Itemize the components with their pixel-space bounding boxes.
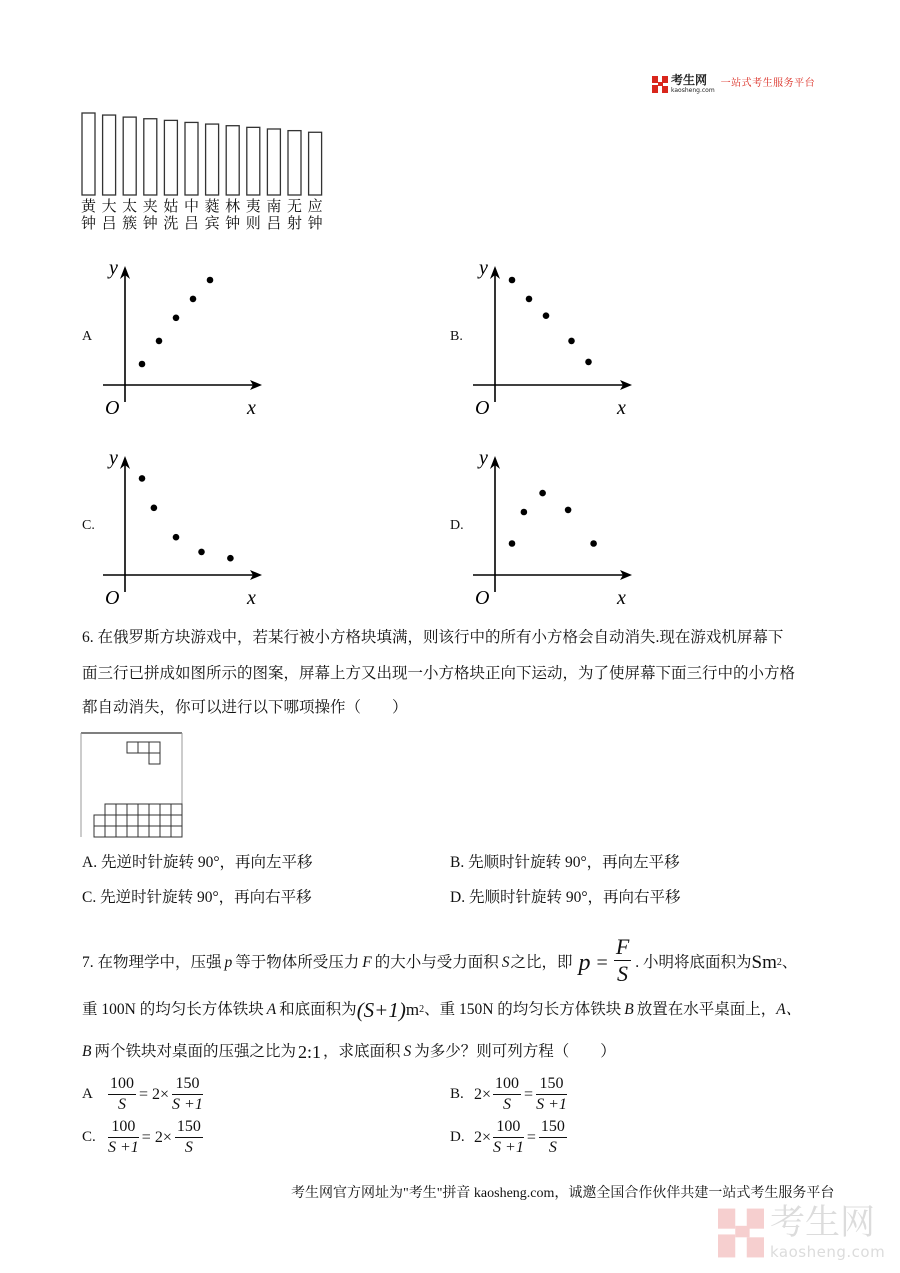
denominator: S +1 xyxy=(172,1096,203,1113)
pitch-bar xyxy=(103,115,116,195)
x-axis-label: x xyxy=(247,397,256,419)
q7-fraction-1 xyxy=(108,1074,136,1115)
filled-cell xyxy=(149,826,160,837)
filled-cell xyxy=(105,826,116,837)
data-point xyxy=(568,338,575,345)
pitch-label-bottom: 洗 xyxy=(163,214,179,232)
header-slogan: 一站式考生服务平台 xyxy=(720,78,816,89)
pitch-label-top: 太 xyxy=(122,197,138,215)
origin-label: O xyxy=(105,587,120,609)
q7-text: . 小明将底面积为 xyxy=(635,953,752,971)
q7-var-S: S xyxy=(501,953,510,971)
q5-option-d-label[interactable]: D. xyxy=(450,518,464,533)
q7-var-F: F xyxy=(362,953,372,971)
data-point xyxy=(526,296,533,303)
q7-option-middle: = 2× xyxy=(139,1085,170,1103)
origin-label: O xyxy=(475,587,490,609)
numerator: 150 xyxy=(536,1074,567,1095)
q6-stem-line3: 都自动消失，你可以进行以下哪项操作（ ） xyxy=(82,699,408,716)
watermark-logo xyxy=(718,1203,894,1265)
data-point xyxy=(139,361,146,368)
filled-cell xyxy=(138,815,149,826)
q7-fraction-1 xyxy=(493,1117,524,1158)
pitch-label-bottom: 钟 xyxy=(80,214,96,232)
falling-piece-cell xyxy=(149,742,160,753)
falling-piece-cell xyxy=(127,742,138,753)
pitch-label-top: 大 xyxy=(101,197,117,215)
q5-option-b-label[interactable]: B. xyxy=(450,329,463,344)
watermark-cn: 考生网 xyxy=(770,1203,876,1243)
data-point xyxy=(198,549,205,556)
watermark-en: kaosheng.com xyxy=(770,1243,886,1261)
q5-option-b-plot[interactable] xyxy=(470,252,660,422)
q7-fraction-2 xyxy=(175,1117,203,1158)
filled-cell xyxy=(160,804,171,815)
denominator: S xyxy=(503,1096,512,1113)
logo-domain: kaosheng.com xyxy=(671,87,715,94)
kaosheng-logo-icon xyxy=(652,76,668,93)
data-point xyxy=(509,540,516,547)
q5-option-a-label[interactable]: A xyxy=(82,329,93,344)
data-point xyxy=(543,312,550,319)
filled-cell xyxy=(94,826,105,837)
pitch-bar xyxy=(206,124,219,195)
filled-cell xyxy=(127,815,138,826)
data-point xyxy=(151,505,158,512)
q7-var-S: S xyxy=(403,1043,412,1060)
q5-option-d-plot[interactable] xyxy=(470,442,660,612)
y-axis-label: y xyxy=(479,447,488,469)
data-point xyxy=(207,277,214,284)
data-point xyxy=(139,475,146,482)
data-point xyxy=(539,490,546,497)
pitch-label-bottom: 宾 xyxy=(204,214,220,232)
q7-option[interactable] xyxy=(450,1074,567,1115)
q7-var-B: B xyxy=(624,1001,634,1018)
q7-text: 两个铁块对桌面的压强之比为 xyxy=(94,1043,296,1060)
filled-cell xyxy=(94,815,105,826)
x-axis-label: x xyxy=(617,397,626,419)
q7-text: 等于物体所受压力 xyxy=(235,953,360,971)
q7-stem-line2 xyxy=(82,1000,801,1020)
q7-option-label: D. xyxy=(450,1129,465,1145)
footer-text: 考生网官方网址为"考生"拼音 kaosheng.com，诚邀全国合作伙伴共建一站式考生服务平台 xyxy=(291,1186,835,1201)
pitch-label-bottom: 则 xyxy=(245,214,261,232)
q6-option-b[interactable]: B. 先顺时针旋转 90°，再向左平移 xyxy=(450,854,680,871)
filled-cell xyxy=(149,804,160,815)
filled-cell xyxy=(160,826,171,837)
numerator: 150 xyxy=(539,1117,567,1138)
filled-cell xyxy=(116,815,127,826)
pitch-label-bottom: 吕 xyxy=(183,214,199,232)
pitch-bar xyxy=(185,122,198,195)
q7-var-B: B xyxy=(82,1043,92,1060)
x-axis-label: x xyxy=(247,587,256,609)
data-point xyxy=(521,509,528,516)
q7-sup: 2 xyxy=(419,1004,425,1015)
numerator: 150 xyxy=(175,1117,203,1138)
q7-fraction-2 xyxy=(172,1074,203,1115)
q7-fraction-2 xyxy=(536,1074,567,1115)
y-axis-label: y xyxy=(109,447,118,469)
y-axis-label: y xyxy=(109,257,118,279)
pitch-bar xyxy=(164,120,177,195)
q7-option-label: B. xyxy=(450,1086,464,1102)
pitch-bar xyxy=(123,117,136,195)
pitch-label-bottom: 吕 xyxy=(101,214,117,232)
y-axis-label: y xyxy=(479,257,488,279)
filled-cell xyxy=(138,826,149,837)
pitch-label-bottom: 射 xyxy=(286,214,302,232)
q7-option-middle: = 2× xyxy=(141,1128,172,1146)
watermark-wordmark xyxy=(770,1203,885,1261)
pitch-bar xyxy=(309,132,322,195)
origin-label: O xyxy=(105,397,120,419)
q7-text: 之比，即 xyxy=(510,953,573,971)
pitch-label-top: 南 xyxy=(266,197,282,215)
q5-option-c-label[interactable]: C. xyxy=(82,518,95,533)
pitch-label-top: 应 xyxy=(307,197,323,215)
q7-option[interactable] xyxy=(82,1074,203,1115)
q7-stem-line3 xyxy=(82,1042,616,1062)
q7-option[interactable] xyxy=(82,1117,203,1158)
pitch-label-top: 夹 xyxy=(142,197,158,215)
formula-lhs: p xyxy=(578,949,591,976)
filled-cell xyxy=(105,815,116,826)
formula-fraction xyxy=(614,934,631,987)
q7-text: 的大小与受力面积 xyxy=(374,953,499,971)
q7-text: ，求底面积 xyxy=(323,1043,401,1060)
data-point xyxy=(509,277,516,284)
pitch-label-bottom: 钟 xyxy=(142,214,158,232)
pitch-pipes-figure xyxy=(78,108,338,238)
data-point xyxy=(173,315,180,322)
numerator: 100 xyxy=(108,1074,136,1095)
formula-eq: = xyxy=(596,951,608,974)
filled-cell xyxy=(171,826,182,837)
numerator: 150 xyxy=(172,1074,203,1095)
tetris-figure xyxy=(80,732,183,839)
filled-cell xyxy=(127,826,138,837)
pitch-label-bottom: 簇 xyxy=(122,214,138,232)
data-point xyxy=(156,338,163,345)
filled-cell xyxy=(171,804,182,815)
q7-text: 为多少？则可列方程（ ） xyxy=(414,1043,616,1060)
q7-option-middle: = xyxy=(526,1128,536,1146)
pitch-bar xyxy=(288,131,301,195)
q7-text: A、 xyxy=(776,1001,802,1018)
q7-option-label: A xyxy=(82,1086,93,1102)
q7-option-prefix: 2× xyxy=(474,1085,492,1103)
formula-denominator: S xyxy=(617,961,629,986)
origin-label: O xyxy=(475,397,490,419)
filled-cell xyxy=(116,826,127,837)
q7-text: 和底面积为 xyxy=(279,1001,357,1018)
filled-cell xyxy=(105,804,116,815)
data-point xyxy=(227,555,234,562)
q7-var-A: A xyxy=(266,1001,277,1018)
q6-stem-line2: 面三行已拼成如图所示的图案，屏幕上方又出现一小方格块正向下运动，为了使屏幕下面三行中的小方格 xyxy=(82,665,796,682)
header-logo xyxy=(652,72,815,96)
pitch-label-top: 中 xyxy=(183,197,199,215)
q7-text: 放置在水平桌面上， xyxy=(636,1001,777,1018)
q6-stem-line1: 6. 在俄罗斯方块游戏中，若某行被小方格块填满，则该行中的所有小方格会自动消失.现在游戏机屏幕下 xyxy=(82,629,784,646)
logo-text: 考生网 xyxy=(671,73,708,87)
filled-cell xyxy=(116,804,127,815)
pitch-bars xyxy=(78,108,338,198)
filled-cell xyxy=(127,804,138,815)
pitch-label-bottom: 钟 xyxy=(307,214,323,232)
pitch-label-bottom: 钟 xyxy=(225,214,241,232)
q7-unit: Sm xyxy=(751,951,777,973)
pitch-bar xyxy=(267,129,280,195)
numerator: 100 xyxy=(108,1117,139,1138)
q5-option-a-plot[interactable] xyxy=(100,252,290,422)
falling-piece-cell xyxy=(149,753,160,764)
q7-text: 7. 在物理学中，压强 xyxy=(82,953,222,971)
q7-option-middle: = xyxy=(524,1085,534,1103)
numerator: 100 xyxy=(493,1074,521,1095)
data-point xyxy=(173,534,180,541)
q7-text: 重 100N 的均匀长方体铁块 xyxy=(82,1001,264,1018)
q7-option-prefix: 2× xyxy=(474,1128,492,1146)
pitch-label-bottom: 吕 xyxy=(266,214,282,232)
pitch-label-top: 姑 xyxy=(163,197,179,215)
filled-cell xyxy=(149,815,160,826)
denominator: S +1 xyxy=(493,1139,524,1156)
pitch-bar xyxy=(144,119,157,195)
q7-expr-s-plus-1: (S+1) xyxy=(356,998,406,1022)
pitch-label-top: 林 xyxy=(225,197,241,215)
data-point xyxy=(585,359,592,366)
x-axis-label: x xyxy=(617,587,626,609)
pitch-label-top: 黄 xyxy=(80,197,96,215)
pitch-label-top: 无 xyxy=(286,197,302,215)
q7-var-p: p xyxy=(224,953,233,971)
denominator: S xyxy=(548,1139,557,1156)
pitch-bar xyxy=(226,126,239,195)
data-point xyxy=(590,540,597,547)
logo-wordmark xyxy=(671,74,715,94)
pitch-bar xyxy=(82,113,95,195)
q6-option-a[interactable]: A. 先逆时针旋转 90°，再向左平移 xyxy=(82,854,313,871)
data-point xyxy=(565,507,572,514)
filled-cell xyxy=(171,815,182,826)
denominator: S xyxy=(118,1096,126,1113)
q7-option[interactable] xyxy=(450,1117,567,1158)
q7-text: 、 xyxy=(781,953,798,971)
q7-fraction-2 xyxy=(539,1117,567,1158)
q7-text: 、重 150N 的均匀长方体铁块 xyxy=(424,1001,622,1018)
falling-piece-cell xyxy=(138,742,149,753)
q7-fraction-1 xyxy=(108,1117,139,1158)
q7-unit: m xyxy=(405,1000,420,1019)
q7-fraction-1 xyxy=(493,1074,521,1115)
q7-sup: 2 xyxy=(776,956,782,968)
formula-numerator: F xyxy=(615,934,630,959)
denominator: S xyxy=(184,1139,193,1156)
pitch-label-top: 夷 xyxy=(245,197,261,215)
q7-ratio: 2:1 xyxy=(297,1042,321,1062)
denominator: S +1 xyxy=(108,1139,139,1156)
denominator: S +1 xyxy=(536,1096,567,1113)
q5-option-c-plot[interactable] xyxy=(100,442,290,612)
watermark-logo-icon xyxy=(718,1207,764,1259)
q7-option-label: C. xyxy=(82,1129,96,1145)
q6-option-d[interactable]: D. 先顺时针旋转 90°，再向右平移 xyxy=(450,889,681,906)
q6-option-c[interactable]: C. 先逆时针旋转 90°，再向右平移 xyxy=(82,889,312,906)
numerator: 100 xyxy=(493,1117,524,1138)
q7-stem-line1 xyxy=(82,936,797,989)
filled-cell xyxy=(160,815,171,826)
pitch-label-top: 蕤 xyxy=(204,197,220,215)
pitch-bar xyxy=(247,127,260,195)
data-point xyxy=(190,296,197,303)
filled-cell xyxy=(138,804,149,815)
